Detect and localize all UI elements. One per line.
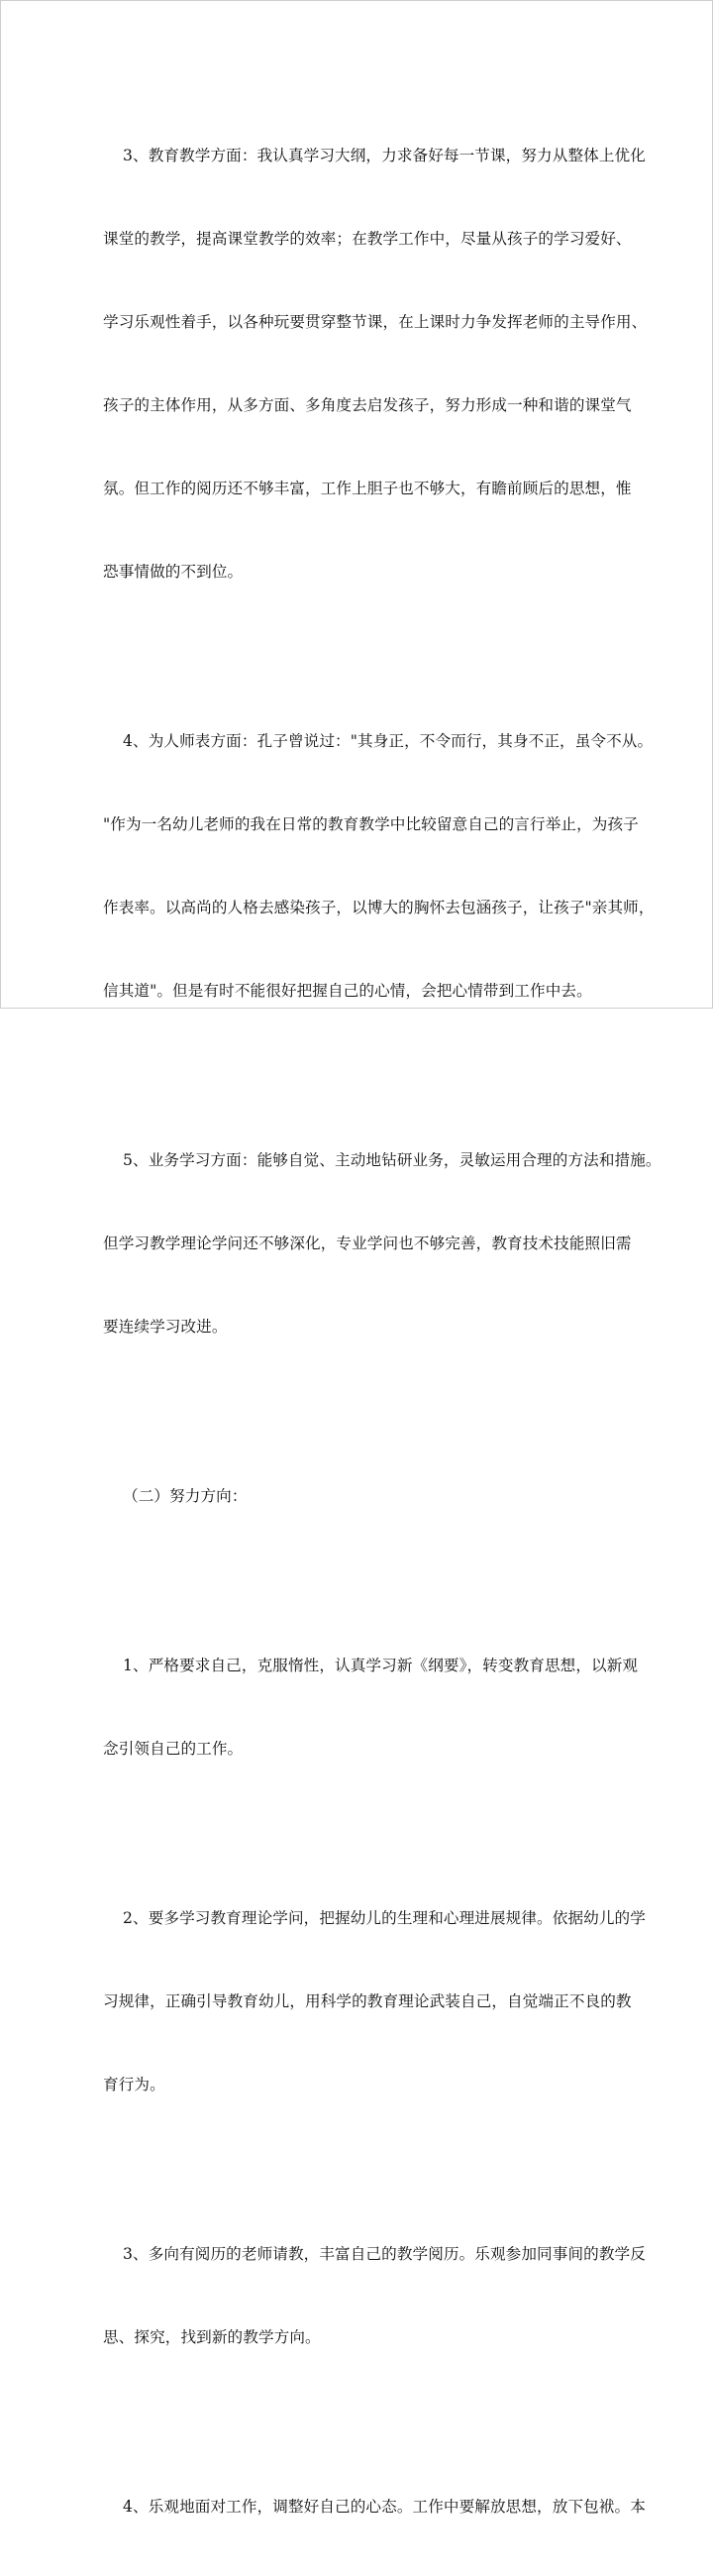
paragraph-gap <box>103 2154 610 2185</box>
paragraph-gap <box>103 2407 610 2437</box>
paragraph-gap <box>103 641 610 672</box>
text-line: 育行为。 <box>103 2076 165 2093</box>
text-line: 课堂的教学，提高课堂教学的效率；在教学工作中，尽量从孩子的学习爱好、 <box>103 230 632 248</box>
text-line: 1、严格要求自己，克服惰性，认真学习新《纲要》，转变教育思想，以新观 <box>123 1657 639 1674</box>
text-line: 2、要多学习教育理论学问，把握幼儿的生理和心理进展规律。依据幼儿的学 <box>123 1909 646 1927</box>
text-line: "作为一名幼儿老师的我在日常的教育教学中比较留意自己的言行举止，为孩子 <box>103 815 639 833</box>
text-line: 念引领自己的工作。 <box>103 1740 244 1758</box>
text-line: 要连续学习改进。 <box>103 1318 228 1336</box>
text-line: （二）努力方向： <box>123 1487 248 1505</box>
paragraph-goal-2 <box>103 1849 646 2154</box>
text-line: 作表率。以高尚的人格去感染孩子，以博大的胸怀去包涵孩子，让孩子"亲其师， <box>103 899 655 916</box>
paragraph-goal-3 <box>103 2185 646 2407</box>
paragraph-teaching <box>103 86 648 641</box>
text-line: 孩子的主体作用，从多方面、多角度去启发孩子，努力形成一种和谐的课堂气 <box>103 396 632 414</box>
section-heading <box>103 1427 610 1565</box>
text-line: 4、为人师表方面：孔子曾说过："其身正，不令而行，其身不正，虽令不从。 <box>123 732 654 750</box>
paragraph-gap <box>103 1396 610 1427</box>
text-line: 氛。但工作的阅历还不够丰富，工作上胆子也不够大，有瞻前顾后的思想，惟 <box>103 480 632 497</box>
paragraph-goal-4 <box>103 2437 646 2576</box>
text-line: 学习乐观性着手，以各种玩要贯穿整节课，在上课时力争发挥老师的主导作用、 <box>103 313 648 331</box>
text-line: 3、多向有阅历的老师请教，丰富自己的教学阅历。乐观参加同事间的教学反 <box>123 2245 646 2263</box>
paragraph-role-model <box>103 672 655 1060</box>
text-line: 4、乐观地面对工作，调整好自己的心态。工作中要解放思想，放下包袱。本 <box>123 2498 646 2516</box>
paragraph-gap <box>103 1060 610 1091</box>
text-line: 思、探究，找到新的教学方向。 <box>103 2328 321 2346</box>
text-line: 习规律，正确引导教育幼儿，用科学的教育理论武装自己，自觉端正不良的教 <box>103 1992 632 2010</box>
text-line: 信其道"。但是有时不能很好把握自己的心情，会把心情带到工作中去。 <box>103 982 592 1000</box>
text-line: 3、教育教学方面：我认真学习大纲，力求备好每一节课，努力从整体上优化 <box>123 147 646 164</box>
paragraph-study <box>103 1091 662 1396</box>
paragraph-gap <box>103 1565 610 1596</box>
text-line: 5、业务学习方面：能够自觉、主动地钻研业务，灵敏运用合理的方法和措施。 <box>123 1151 662 1169</box>
text-line: 但学习教学理论学问还不够深化，专业学问也不够完善，教育技术技能照旧需 <box>103 1234 632 1252</box>
document-body <box>103 86 662 2576</box>
paragraph-goal-1 <box>103 1596 639 1818</box>
text-line: 恐事情做的不到位。 <box>103 563 244 581</box>
paragraph-gap <box>103 1818 610 1849</box>
